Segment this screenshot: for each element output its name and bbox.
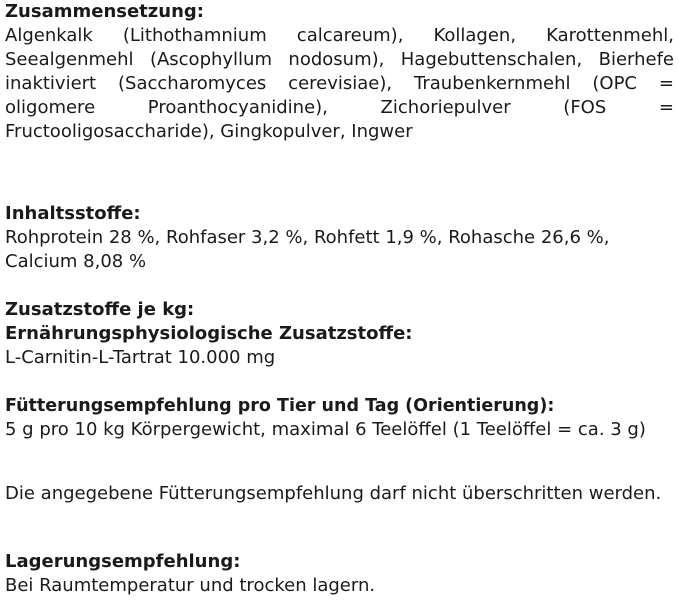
additives-section [5, 298, 674, 370]
feeding-text: 5 g pro 10 kg Körpergewicht, maximal 6 Teelöffel (1 Teelöffel = ca. 3 g) [5, 419, 646, 440]
composition-section [5, 0, 674, 144]
feeding-heading: Fütterungsempfehlung pro Tier und Tag (Orientierung): [5, 396, 555, 416]
additives-heading: Zusatzstoffe je kg: [5, 299, 195, 320]
feeding-section [5, 394, 674, 442]
ingredients-text: Rohprotein 28 %, Rohfaser 3,2 %, Rohfett 1,9 %, Rohasche 26,6 %, Calcium 8,08 % [5, 227, 610, 272]
feeding-note-section [5, 482, 674, 506]
additives-text: L-Carnitin-L-Tartrat 10.000 mg [5, 347, 276, 368]
feeding-note: Die angegebene Fütterungsempfehlung darf nicht überschritten werden. [5, 483, 662, 504]
composition-text: Algenkalk (Lithothamnium calcareum), Kollagen, Karottenmehl, Seealgenmehl (Ascophyllum nodosum), Hagebuttenschalen, Bierhefe inaktiviert (Saccharomyces cerevisiae), Traubenkernmehl (OPC = oligomere Proanthocyanidine), Zichoriepulver (FOS = Fructooligosaccharide), Gingkopulver, Ingwer [5, 25, 674, 142]
storage-heading: Lagerungsempfehlung: [5, 551, 241, 572]
additives-subheading: Ernährungsphysiologische Zusatzstoffe: [5, 323, 413, 344]
composition-heading: Zusammensetzung: [5, 1, 204, 22]
storage-section [5, 550, 674, 598]
storage-text: Bei Raumtemperatur und trocken lagern. [5, 575, 376, 596]
ingredients-section [5, 202, 674, 274]
ingredients-heading: Inhaltsstoffe: [5, 203, 141, 224]
